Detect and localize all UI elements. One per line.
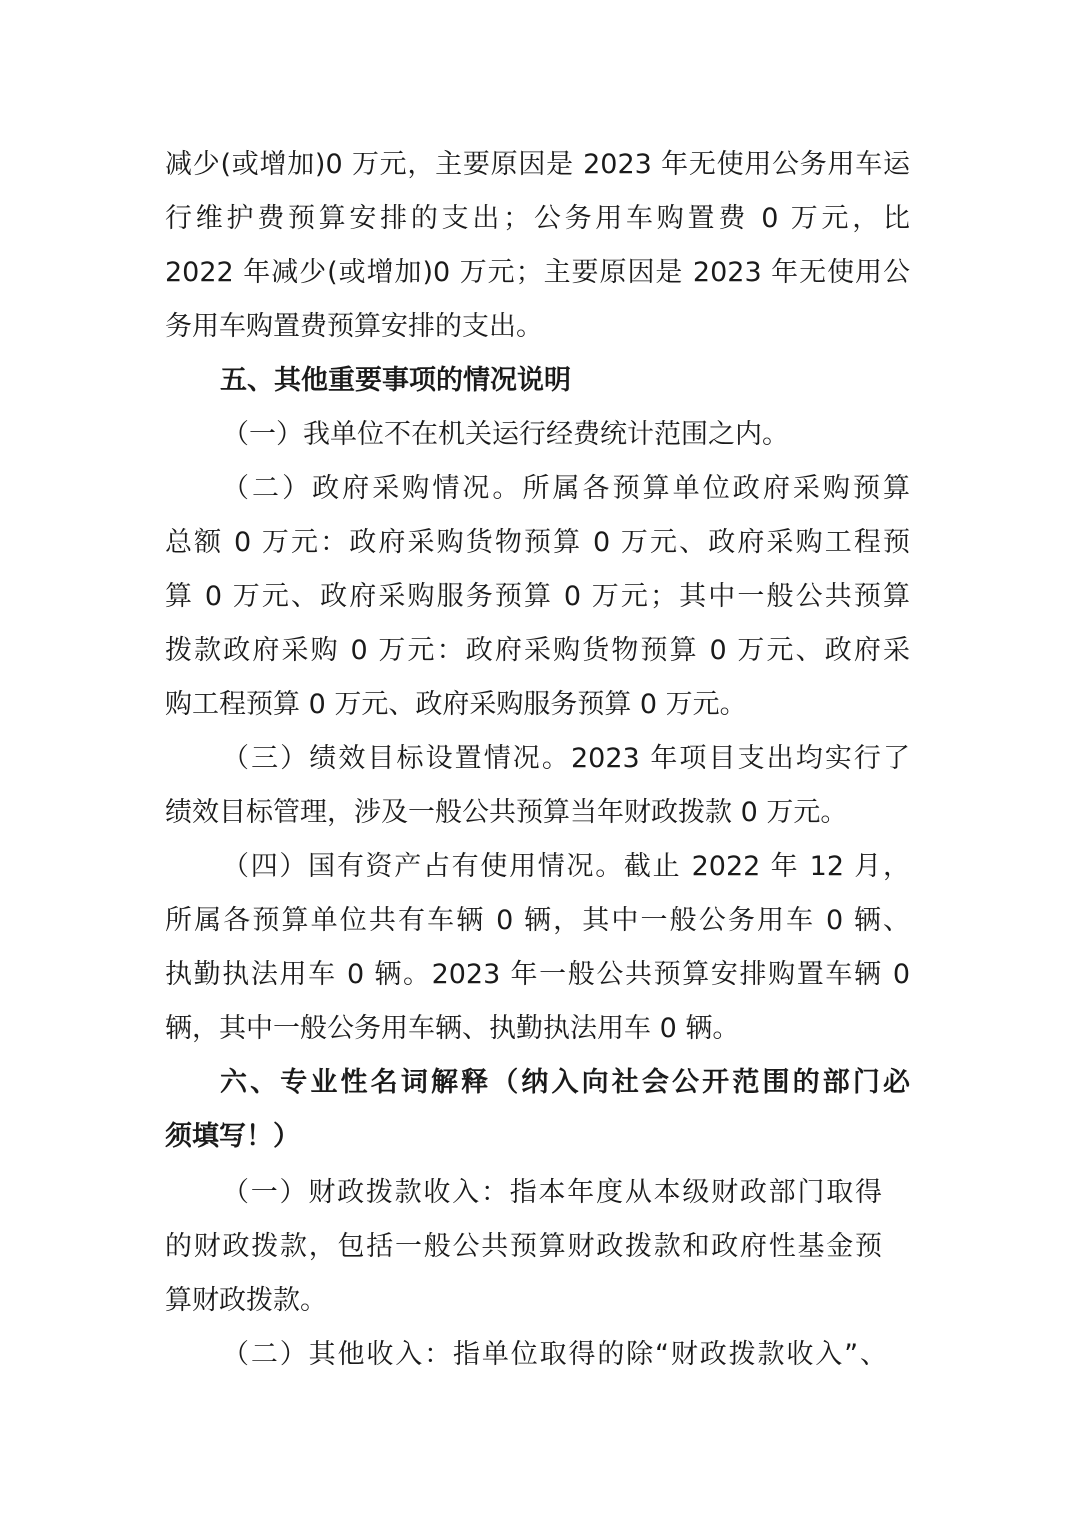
section-heading: 六、专业性名词解释（纳入向社会公开范围的部门必 [220,1067,910,1098]
text-line: 拨款政府采购 0 万元：政府采购货物预算 0 万元、政府采 [165,635,910,666]
text-line: 购工程预算 0 万元、政府采购服务预算 0 万元。 [165,689,747,720]
text-line: 绩效目标管理，涉及一般公共预算当年财政拨款 0 万元。 [165,797,848,828]
text-line: （二）其他收入：指单位取得的除“财政拨款收入”、 [222,1339,887,1370]
text-line: 行维护费预算安排的支出；公务用车购置费 0 万元，比 [165,203,910,234]
text-line: 算 0 万元、政府采购服务预算 0 万元；其中一般公共预算 [165,581,910,612]
text-line: 所属各预算单位共有车辆 0 辆，其中一般公务用车 0 辆、 [165,905,910,936]
section-heading: 五、其他重要事项的情况说明 [220,365,571,396]
text-line: 2022 年减少(或增加)0 万元；主要原因是 2023 年无使用公 [165,257,910,288]
text-line: 务用车购置费预算安排的支出。 [165,311,543,342]
text-line: （一）财政拨款收入：指本年度从本级财政部门取得 [222,1177,882,1208]
text-line: 算财政拨款。 [165,1285,327,1316]
text-line: 辆，其中一般公务用车辆、执勤执法用车 0 辆。 [165,1013,740,1044]
section-heading: 须填写！） [165,1121,300,1152]
text-line: （一）我单位不在机关运行经费统计范围之内。 [222,419,789,450]
text-line: （三）绩效目标设置情况。2023 年项目支出均实行了 [222,743,910,774]
text-line: （二）政府采购情况。所属各预算单位政府采购预算 [222,473,910,504]
text-line: （四）国有资产占有使用情况。截止 2022 年 12 月， [222,851,910,882]
text-line: 减少(或增加)0 万元，主要原因是 2023 年无使用公务用车运 [165,149,910,180]
text-line: 的财政拨款，包括一般公共预算财政拨款和政府性基金预 [165,1231,882,1262]
text-line: 总额 0 万元：政府采购货物预算 0 万元、政府采购工程预 [165,527,910,558]
text-line: 执勤执法用车 0 辆。2023 年一般公共预算安排购置车辆 0 [165,959,910,990]
